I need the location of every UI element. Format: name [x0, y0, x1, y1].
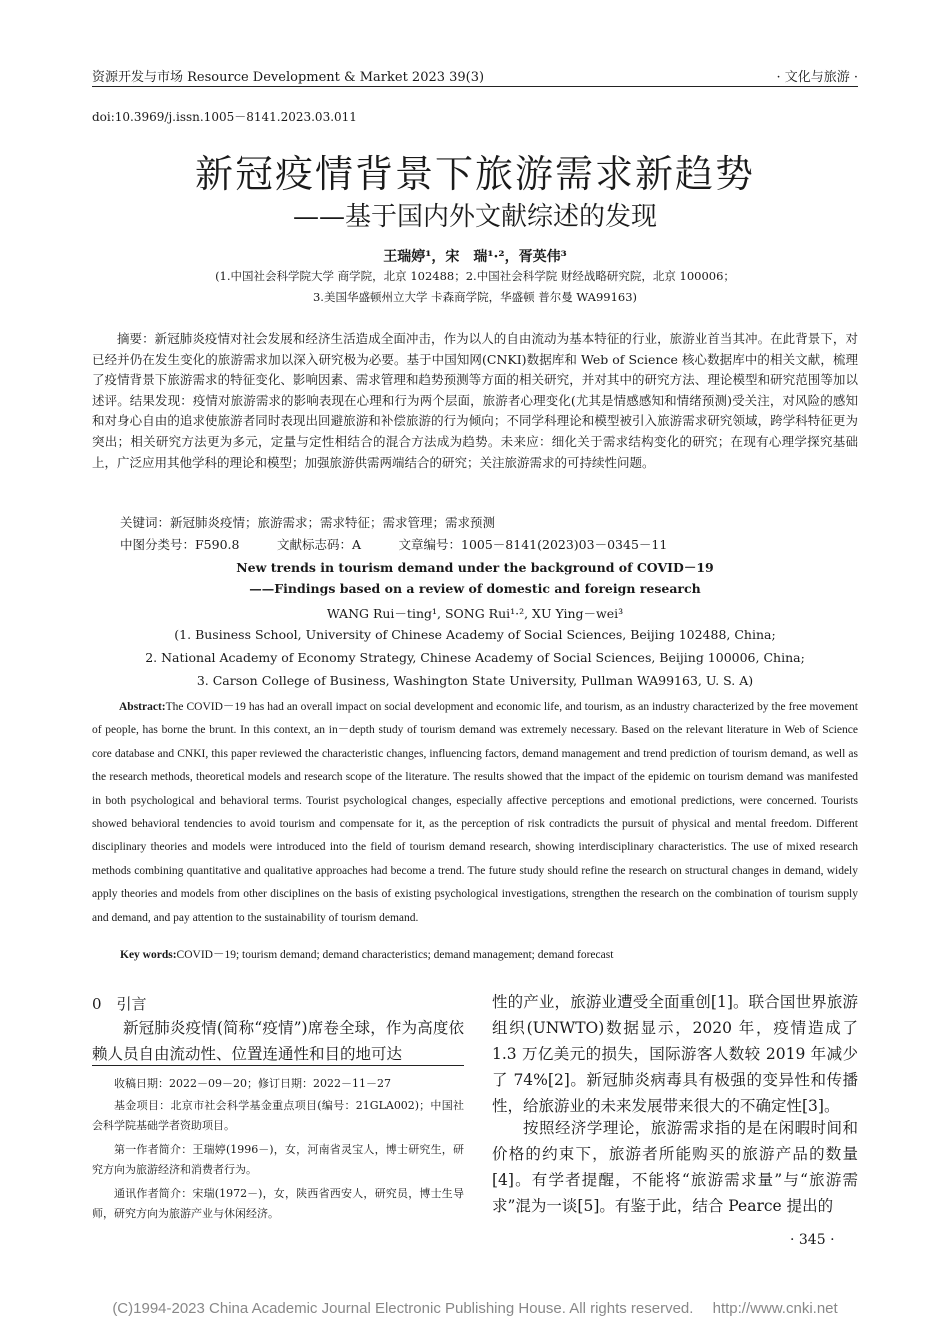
abstract-cn: 摘要：新冠肺炎疫情对社会发展和经济生活造成全面冲击，作为以人的自由流动为基本特征的行业，旅游业首当其冲。在此背景下，对已经并仍在发生变化的旅游需求加以深入研究极为必要。基于中国知网(CNKI)数据库和 Web of Science 核心数据库中的相关文献，梳理了疫情背景下旅游需求的特征变化、影响因素、需求管理和趋势预测等方面的相关研究，并对其中的研究方法、理论模型和研究范围等加以述评。结果发现：疫情对旅游需求的影响表现在心理和行为两个层面，旅游者心理变化(尤其是情感感知和情绪预测)受关注，对风险的感知和对身心自由的追求使旅游者同时表现出回避旅游和补偿旅游的行为倾向；不同学科理论和模型被引入旅游需求研究领域，跨学科特征更为突出；相关研究方法更为多元，定量与定性相结合的混合方法成为趋势。未来应：细化关于需求结构变化的研究；在现有心理学探究基础上，广泛应用其他学科的理论和模型；加强旅游供需两端结合的研究；关注旅游需求的可持续性问题。: [92, 331, 858, 470]
keywords-cn: 关键词：新冠肺炎疫情；旅游需求；需求特征；需求管理；需求预测: [120, 515, 496, 530]
keywords-en: [120, 946, 613, 962]
classification: 中图分类号：F590.8 文献标志码：A 文章编号：1005－8141(2023)03－0345－11: [120, 537, 668, 552]
body-left-paragraph: 新冠肺炎疫情(简称“疫情”)席卷全球，作为高度依赖人员自由流动性、位置连通性和目的地可达: [92, 1019, 464, 1063]
english-title: New trends in tourism demand under the background of COVID－19: [236, 560, 714, 575]
english-affiliation-line: 3. Carson College of Business, Washington State University, Pullman WA99163, U. S. A): [196, 673, 754, 688]
page-number: · 345 ·: [790, 1232, 835, 1248]
body-right-paragraph: 按照经济学理论，旅游需求指的是在闲暇时间和价格的约束下，旅游者所能购买的旅游产品的数量[4]。有学者提醒，不能将“旅游需求量”与“旅游需求”混为一谈[5]。有鉴于此，结合 Pearce 提出的: [492, 1119, 858, 1215]
footnote-corresponding-author: 通讯作者简介：宋瑞(1972－)，女，陕西省西安人，研究员，博士生导师，研究方向为旅游产业与休闲经济。: [92, 1187, 464, 1220]
abstract-label: Abstract:: [119, 701, 166, 713]
body-right-paragraph: 性的产业，旅游业遭受全面重创[1]。联合国世界旅游组织(UNWTO)数据显示，2020 年，疫情造成了 1.3 万亿美元的损失，国际游客人数较 2019 年减少了 74%[2]。新冠肺炎病毒具有极强的变异性和传播性，给旅游业的未来发展带来很大的不确定性[3]。: [492, 993, 858, 1115]
section-heading: 0 引言: [92, 995, 147, 1013]
paper-title: 新冠疫情背景下旅游需求新趋势: [194, 152, 755, 196]
footnote-first-author: 第一作者简介：王瑞婷(1996－)，女，河南省灵宝人，博士研究生，研究方向为旅游经济和消费者行为。: [92, 1143, 464, 1176]
abstract-en-text: The COVID－19 has had an overall impact on social development and economic life, and tourism, as an industry characterized by the free movement of people, has borne the brunt. In this context, an in－depth study of tourism demand was extremely necessary. Based on the relevant literature in Web of Science core database and CNKI, this paper reviewed the characteristic changes, influencing factors, demand management and trend prediction of tourism demand, as well as the research methods, theoretical models and research scope of the literature. The results showed that the impact of the epidemic on tourism demand was manifested in both psychological and behavioral terms. Tourist psychological changes, especially affective perceptions and emotional predictions, were concerned. Tourists showed behavioral tendencies to avoid tourism and compensate for it, as the perception of risk contradicts the pursuit of physical and mental freedom. Different disciplinary theories and models were introduced into the field of tourism demand research, showing interdisciplinary characteristics. The use of mixed research methods combining quantitative and qualitative approaches had become a trend. The future study should refine the research on structural changes in demand, widely apply theories and models from other disciplines on the basis of existing psychological investigations, strengthen the research on the combination of tourism supply and demand, and pay attention to the sustainability of tourism demand.: [92, 701, 858, 924]
paper-subtitle: ——基于国内外文献综述的发现: [292, 202, 657, 232]
english-subtitle: ——Findings based on a review of domestic and foreign research: [249, 581, 701, 596]
copyright-footer: (C)1994-2023 China Academic Journal Electronic Publishing House. All rights reserved. http://www.cnki.net: [112, 1300, 838, 1317]
section-label: · 文化与旅游 ·: [776, 70, 858, 85]
english-affiliation-line: 2. National Academy of Economy Strategy, Chinese Academy of Social Sciences, Beijing 100006, China;: [145, 650, 805, 665]
footnote-rule: [92, 1065, 464, 1066]
journal-header: 资源开发与市场 Resource Development & Market 2023 39(3): [92, 70, 485, 85]
english-authors: WANG Rui－ting¹, SONG Rui¹·², XU Ying－wei³: [326, 606, 624, 621]
header-rule: [92, 86, 858, 87]
authors: 王瑞婷¹，宋 瑞¹·²，胥英伟³: [383, 249, 567, 265]
footnote-received: 收稿日期：2022－09－20；修订日期：2022－11－27: [114, 1077, 391, 1090]
english-affiliation-line: (1. Business School, University of Chinese Academy of Social Sciences, Beijing 102488, China;: [174, 627, 776, 642]
footnote-funding: 基金项目：北京市社会科学基金重点项目(编号：21GLA002)；中国社会科学院基础学者资助项目。: [92, 1099, 464, 1132]
affiliation-line: 3.美国华盛顿州立大学 卡森商学院，华盛顿 普尔曼 WA99163): [312, 290, 638, 304]
affiliation-line: (1.中国社会科学院大学 商学院，北京 102488；2.中国社会科学院 财经战略研究院，北京 100006；: [215, 269, 735, 283]
keywords-label: Key words:: [120, 949, 177, 961]
abstract-en: [92, 696, 858, 930]
doi: doi:10.3969/j.issn.1005－8141.2023.03.011: [92, 110, 357, 124]
keywords-en-text: COVID－19; tourism demand; demand characteristics; demand management; demand forecast: [176, 949, 614, 961]
